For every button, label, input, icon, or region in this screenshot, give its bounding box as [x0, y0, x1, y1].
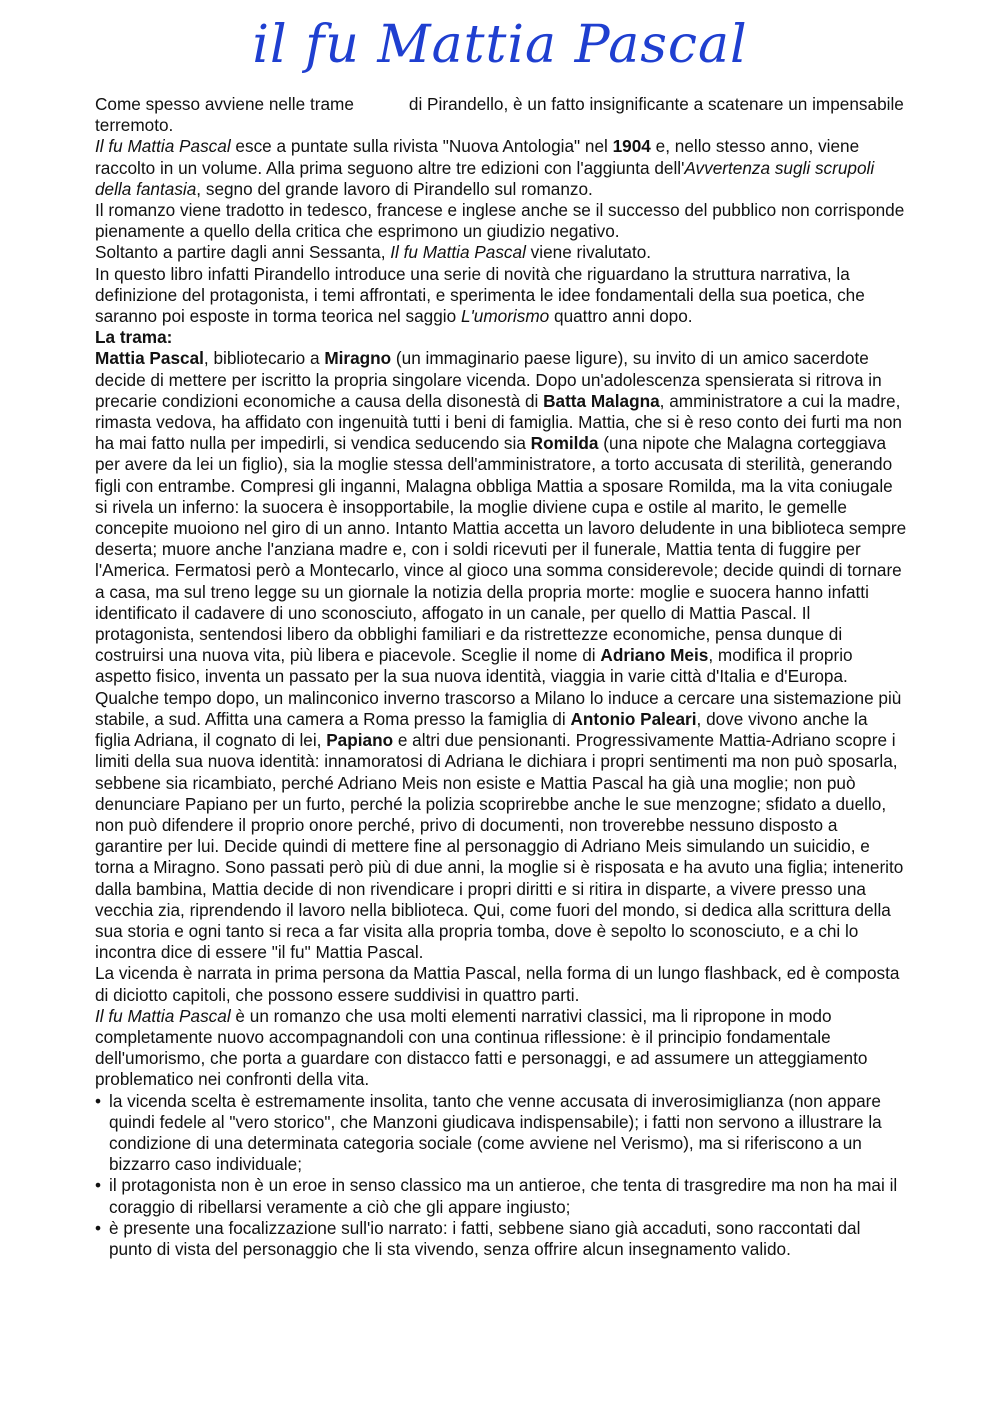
- plot-text-1: , bibliotecario a: [203, 348, 325, 369]
- intro-text-b: di Pirandello, è un fatto insignificante a scatenare un impensabile terremoto.: [95, 94, 904, 136]
- novelty-paragraph: [95, 264, 907, 328]
- publication-year: 1904: [612, 136, 651, 157]
- plot-text-3: , amministratore a cui la madre, rimasta vedova, ha affidato con ingenuità tutti i beni di famiglia. Mattia, che si è reso conto dei furti ma non ha mai fatto nulla per impedirli, si vendica seducendo sia: [95, 390, 902, 454]
- plot-text-6: , dove vivono anche la figlia Adriana, il cognato di lei,: [95, 708, 868, 751]
- plot-name-malagna: Batta Malagna: [543, 390, 660, 411]
- document-body: [95, 94, 907, 1260]
- translation-paragraph: Il romanzo viene tradotto in tedesco, francese e inglese anche se il successo del pubblico non corrisponde pienamente a quello della critica che esprimono un giudizio negativo.: [95, 200, 905, 242]
- handwritten-title: il fu Mattia Pascal: [252, 15, 748, 75]
- list-item-text: la vicenda scelta è estremamente insolita, tanto che venne accusata di inverosimiglianza (non appare quindi fedele al "vero storico", che Manzoni giudicava indispensabile); i fatti non servono a illustrare la condizione di una determinata categoria sociale (come avviene nel Verismo), ma si riferiscono a un bizzarro caso individuale;: [109, 1090, 882, 1175]
- plot-name-paleari: Antonio Paleari: [570, 708, 697, 729]
- novelty-text-2: quattro anni dopo.: [549, 306, 693, 327]
- humor-paragraph: [95, 1006, 907, 1091]
- list-item-text: è presente una focalizzazione sull'io narrato: i fatti, sebbene siano già accaduti, sono raccontati dal punto di vista del personaggio che li sta vivendo, senza offrire alcun insegnamento valido.: [109, 1217, 861, 1259]
- intro-text-a: Come spesso avviene nelle trame: [95, 94, 354, 114]
- plot-name-papiano: Papiano: [326, 730, 394, 751]
- humor-text: è un romanzo che usa molti elementi narrativi classici, ma li ripropone in modo completamente nuovo accompagnandoli con una continua riflessione: è il principio fondamentale dell'umorismo, che porta a guardare con distacco fatti e personaggi, e ad assumere un atteggiamento problematico nei confronti della vita.: [95, 1005, 868, 1090]
- plot-paragraph: [95, 348, 907, 963]
- plot-text-5: , modifica il proprio aspetto fisico, inventa un passato per la sua nuova identità, viaggia in varie città d'Italia e d'Europa. Qualche tempo dopo, un malinconico inverno trascorso a Milano lo induce a cercare una sistemazione più stabile, a sud. Affitta una camera a Roma presso la famiglia di: [95, 645, 902, 729]
- publication-text-3: , segno del grande lavoro di Pirandello sul romanzo.: [196, 178, 593, 199]
- list-item: [95, 1091, 907, 1176]
- umorismo-title-italic: L'umorismo: [460, 306, 550, 327]
- humor-title-italic: Il fu Mattia Pascal: [95, 1005, 231, 1026]
- list-item: [95, 1218, 907, 1260]
- plot-text-7: e altri due pensionanti. Progressivamente Mattia-Adriano scopre i limiti della sua nuova identità: innamoratosi di Adriana le dichiara i propri sentimenti ma non può sposarla, sebbene sia ricambiato, perché Adriano Meis non esiste e Mattia Pascal ha già una moglie; non può denunciare Papiano per un furto, perché la polizia scoprirebbe anche le sue menzogne; sfidato a duello, non può difendere il proprio onore perché, privo di documenti, non troverebbe nessuno disposto a garantire per lui. Decide quindi di mettere fine al personaggio di Adriano Meis simulando un suicidio, e torna a Miragno. Sono passati però più di due anni, la moglie si è risposata e ha avuto una figlia; intenerito dalla bambina, Mattia decide di non rivendicare i propri diritti e si ritira in disparte, a vivere presso una vecchia zia, riprendendo il lavoro nella biblioteca. Qui, come fuori del mondo, si dedica alla scrittura della sua storia e ogni tanto si reca a far visita alla propria tomba, dove è sepolto lo sconosciuto, e a chi lo incontra dice di essere "il fu" Mattia Pascal.: [95, 730, 904, 963]
- bullet-icon: •: [95, 1175, 102, 1196]
- avvertenza-title-italic: Avvertenza sugli scrupoli della fantasia: [95, 157, 875, 199]
- bullet-icon: •: [95, 1217, 102, 1238]
- list-item: [95, 1175, 907, 1217]
- plot-text-4: (una nipote che Malagna corteggiava per avere da lei un figlio), sia la moglie stessa dell'amministratore, a torto accusata di sterilità, generando figli con entrambe. Compresi gli inganni, Malagna obbliga Mattia a sposare Romilda, ma la vita coniugale si rivela un inferno: la suocera è insopportabile, la moglie diviene cupa e ostile al marito, le gemelle concepite muoiono nel giro di un anno. Intanto Mattia accetta un lavoro deludente in una biblioteca sempre deserta; muore anche l'anziana madre e, con i soldi ricevuti per il funerale, Mattia tenta di fuggire per l'America. Fermatosi però a Montecarlo, vince al gioco una somma considerevole; decide quindi di tornare a casa, ma sul treno legge su un giornale la notizia della propria morte: moglie e suocera hanno infatti identificato il cadavere di uno sconosciuto, affogato in un canale, per quello di Mattia Pascal. Il protagonista, sentendosi libero da obblighi familiari e da ristrettezze economiche, pensa dunque di costruirsi una nuova vita, più libera e piacevole. Sceglie il nome di: [95, 433, 907, 666]
- intro-paragraph: [95, 94, 907, 136]
- bullet-icon: •: [95, 1090, 102, 1111]
- list-item-text: il protagonista non è un eroe in senso classico ma un antieroe, che tenta di trasgredire ma non ha mai il coraggio di ribellarsi veramente a ciò che gli appare ingiusto;: [109, 1175, 898, 1217]
- publication-text-1: esce a puntate sulla rivista "Nuova Antologia" nel: [230, 136, 613, 157]
- novelty-text-1: In questo libro infatti Pirandello introduce una serie di novità che riguardano la struttura narrativa, la definizione del protagonista, i temi affrontati, e sperimenta le idee fondamentali della sua poetica, che saranno poi esposte in torma teorica nel saggio: [95, 263, 865, 327]
- plot-name-mattia: Mattia Pascal: [95, 348, 204, 369]
- plot-name-adriano: Adriano Meis: [600, 645, 709, 666]
- revival-text-2: viene rivalutato.: [525, 242, 652, 263]
- novel-title-italic: Il fu Mattia Pascal: [95, 136, 231, 157]
- plot-name-miragno: Miragno: [324, 348, 392, 369]
- narration-paragraph: La vicenda è narrata in prima persona da Mattia Pascal, nella forma di un lungo flashback, ed è composta di diciotto capitoli, che possono essere suddivisi in quattro parti.: [95, 963, 900, 1005]
- revival-title-italic: Il fu Mattia Pascal: [390, 242, 526, 263]
- publication-text-2: e, nello stesso anno, viene raccolto in un volume. Alla prima seguono altre tre edizioni con l'aggiunta dell': [95, 136, 860, 178]
- plot-name-romilda: Romilda: [530, 433, 599, 454]
- plot-text-2: (un immaginario paese ligure), su invito di un amico sacerdote decide di mettere per iscritto la propria singolare vicenda. Dopo un'adolescenza spensierata si ritrova in precarie condizioni economiche a causa della disonestà di: [95, 348, 882, 411]
- plot-heading: La trama:: [95, 327, 173, 348]
- publication-paragraph: [95, 136, 907, 200]
- features-list: [95, 1091, 907, 1261]
- revival-paragraph: [95, 242, 907, 263]
- revival-text-1: Soltanto a partire dagli anni Sessanta,: [95, 242, 391, 263]
